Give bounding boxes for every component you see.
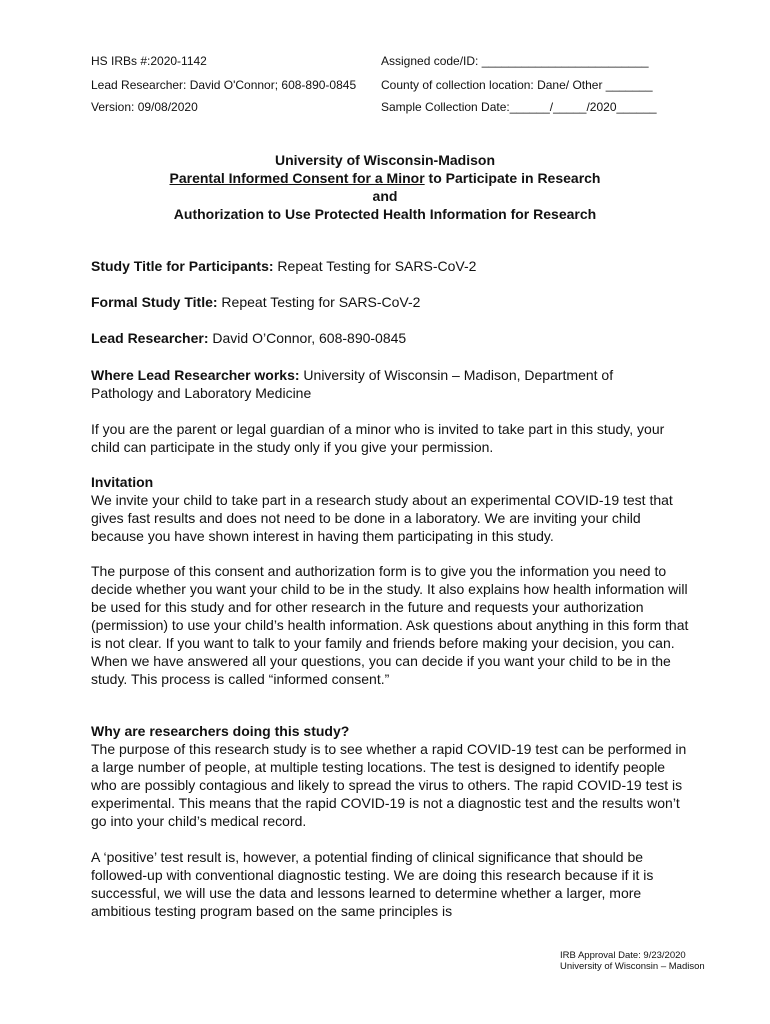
title-authorization: Authorization to Use Protected Health Information for Research [173, 206, 597, 222]
invitation-section [91, 473, 691, 545]
title-and: and [372, 188, 398, 204]
irb-footer [560, 950, 705, 972]
formal-title-value: Repeat Testing for SARS-CoV-2 [217, 294, 421, 310]
irb-approval-date: IRB Approval Date: 9/23/2020 [560, 950, 686, 961]
title-consent-line [0, 169, 770, 187]
formal-title-row [91, 294, 420, 310]
title-university: University of Wisconsin-Madison [274, 152, 495, 168]
lead-researcher-row [91, 330, 406, 346]
document-title [0, 151, 770, 223]
why-text: The purpose of this research study is to see whether a rapid COVID-19 test can be performed in a large number of people, at multiple testing locations. The test is designed to identify people who are possibly contagious and likely to spread the virus to others. The rapid COVID-19 test is experimental. This means that the rapid COVID-19 is not a diagnostic test and the results won’t go into your child’s medical record. [91, 741, 687, 829]
version: Version: 09/08/2020 [91, 100, 198, 114]
invitation-heading: Invitation [91, 474, 154, 490]
why-section [91, 722, 691, 830]
county-field: County of collection location: Dane/ Other _______ [381, 78, 653, 92]
irb-institution: University of Wisconsin – Madison [560, 961, 705, 972]
positive-result-paragraph: A ‘positive’ test result is, however, a potential finding of clinical significance that should be followed-up with conventional diagnostic testing. We are doing this research because if it is successful, we will use the data and lessons learned to determine whether a larger, more ambitious testing program based on the same principles is [91, 849, 654, 919]
irb-number: HS IRBs #:2020-1142 [91, 54, 207, 68]
study-title-value: Repeat Testing for SARS-CoV-2 [273, 258, 477, 274]
why-heading: Why are researchers doing this study? [91, 723, 350, 739]
researcher-works-row [91, 366, 671, 402]
title-consent-rest: to Participate in Research [424, 170, 601, 186]
sample-date-field: Sample Collection Date:______/_____/2020______ [381, 100, 657, 114]
title-consent-underlined: Parental Informed Consent for a Minor [169, 170, 425, 186]
researcher-works-value: University of Wisconsin – Madison, Department of Pathology and Laboratory Medicine [91, 367, 614, 401]
lead-researcher-label: Lead Researcher: [91, 330, 209, 346]
purpose-paragraph: The purpose of this consent and authorization form is to give you the information you need to decide whether you want your child to be in the study. It also explains how health information will be used for this study and for other research in the future and requests your authorization (permission) to use your child’s health information. Ask questions about anything in this form that is not clear. If you want to talk to your family and friends before making your decision, you can. When we have answered all your questions, you can decide if you want your child to be in the study. This process is called “informed consent.” [91, 563, 689, 687]
intro-paragraph: If you are the parent or legal guardian of a minor who is invited to take part in this study, your child can participate in the study only if you give your permission. [91, 421, 665, 455]
lead-researcher-value: David O’Connor, 608-890-0845 [208, 330, 407, 346]
researcher-works-label: Where Lead Researcher works: [91, 367, 300, 383]
study-title-label: Study Title for Participants: [91, 258, 274, 274]
header-lead-researcher: Lead Researcher: David O'Connor; 608-890-0845 [91, 78, 357, 92]
invitation-text: We invite your child to take part in a research study about an experimental COVID-19 test that gives fast results and does not need to be done in a laboratory. We are inviting your child because you have shown interest in having them participating in this study. [91, 492, 673, 544]
assigned-code-field: Assigned code/ID: _________________________ [381, 54, 649, 68]
formal-title-label: Formal Study Title: [91, 294, 218, 310]
study-title-row [91, 258, 476, 274]
